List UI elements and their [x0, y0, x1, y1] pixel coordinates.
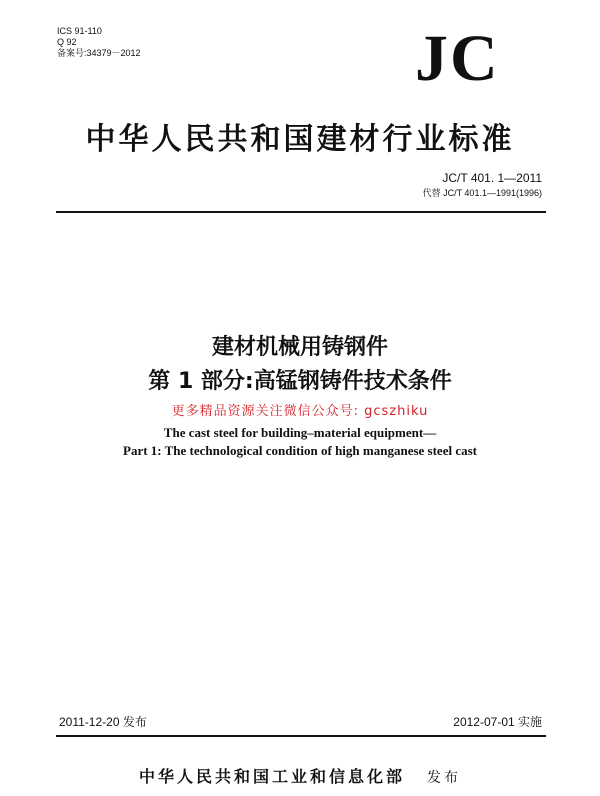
classification-block — [57, 26, 141, 59]
standard-authority-title: 中华人民共和国建材行业标准 — [85, 122, 515, 157]
standard-number: JC/T 401. 1—2011 — [442, 171, 542, 185]
replaces-standard: 代替 JC/T 401.1—1991(1996) — [422, 188, 542, 198]
top-divider — [56, 211, 546, 213]
jc-logo: JC — [415, 22, 500, 95]
ccs-code: Q 92 — [57, 37, 77, 47]
title-cn-line1: 建材机械用铸钢件 — [211, 335, 388, 360]
issue-verb: 发布 — [427, 770, 461, 786]
issue-date: 2011-12-20 发布 — [59, 715, 147, 729]
title-en-line2: Part 1: The technological condition of high manganese steel cast — [123, 443, 477, 458]
title-en-line1: The cast steel for building–material equipment— — [163, 425, 437, 440]
issuer-line — [0, 764, 600, 787]
ics-code: ICS 91-110 — [57, 26, 102, 36]
record-number: 备案号:34379－2012 — [57, 48, 141, 58]
title-cn-line2: 第 1 部分:高锰钢铸件技术条件 — [148, 369, 452, 394]
promo-text: 更多精品资源关注微信公众号: gcszhiku — [171, 404, 429, 419]
implement-date: 2012-07-01 实施 — [453, 715, 542, 729]
issuer-name: 中华人民共和国工业和信息化部 — [138, 767, 405, 786]
bottom-divider — [56, 735, 546, 737]
